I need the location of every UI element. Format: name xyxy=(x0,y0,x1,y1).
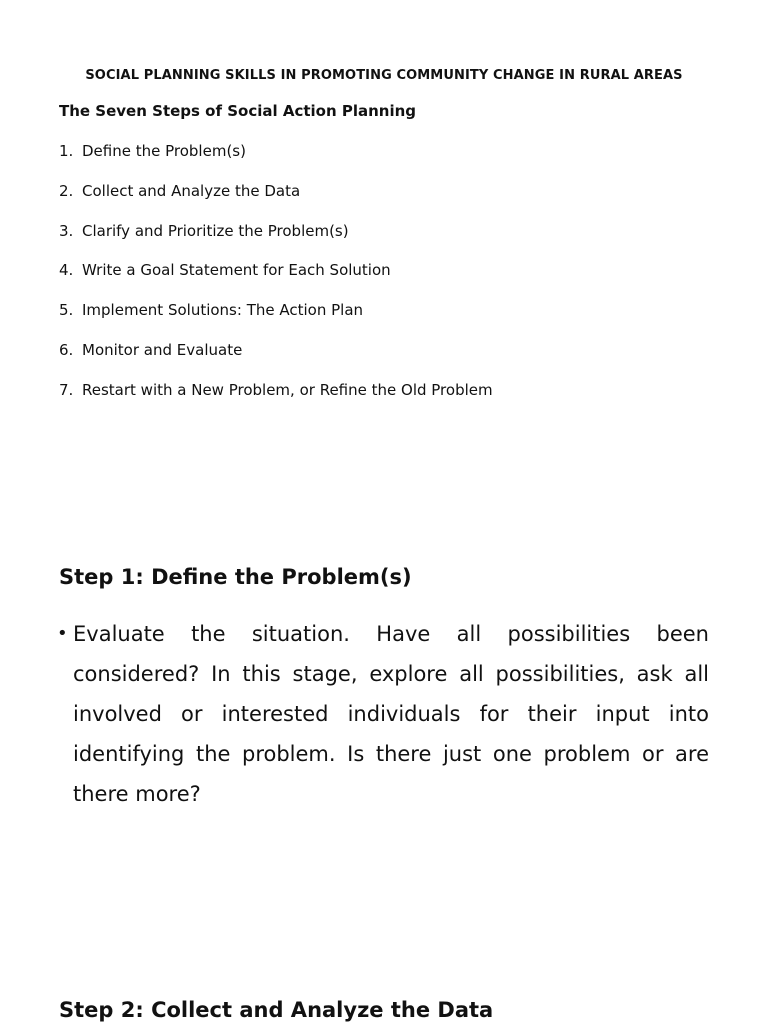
step-number: 7. xyxy=(59,380,74,399)
list-item xyxy=(59,222,493,262)
list-item xyxy=(59,142,493,182)
steps-list xyxy=(59,142,493,421)
step-number: 4. xyxy=(59,261,74,280)
step-text: Collect and Analyze the Data xyxy=(82,181,301,200)
step1-paragraph: Evaluate the situation. Have all possibilities been considered? In this stage, explore all possibilities, ask all involved or interested individuals for their input into identifying the problem. Is there just one problem or are there more? xyxy=(73,622,709,806)
bullet-icon: • xyxy=(57,623,68,644)
step-text: Write a Goal Statement for Each Solution xyxy=(82,261,391,280)
step2-heading: Step 2: Collect and Analyze the Data xyxy=(59,998,494,1022)
step-text: Clarify and Prioritize the Problem(s) xyxy=(82,221,349,240)
list-item xyxy=(59,182,493,222)
step-text: Define the Problem(s) xyxy=(82,142,246,160)
step-number: 1. xyxy=(59,142,74,160)
document-title: SOCIAL PLANNING SKILLS IN PROMOTING COMMUNITY CHANGE IN RURAL AREAS xyxy=(85,68,683,83)
list-item xyxy=(59,341,493,381)
step-text: Monitor and Evaluate xyxy=(82,340,243,359)
step-number: 3. xyxy=(59,221,74,240)
step1-bullet-item xyxy=(57,614,709,814)
step-number: 5. xyxy=(59,301,74,320)
step-text: Implement Solutions: The Action Plan xyxy=(82,301,364,320)
step-number: 6. xyxy=(59,340,74,359)
steps-overview-heading: The Seven Steps of Social Action Planning xyxy=(59,102,417,120)
list-item xyxy=(59,381,493,421)
step-number: 2. xyxy=(59,181,74,200)
list-item xyxy=(59,261,493,301)
list-item xyxy=(59,301,493,341)
step1-heading: Step 1: Define the Problem(s) xyxy=(59,565,412,589)
step-text: Restart with a New Problem, or Refine the Old Problem xyxy=(82,380,493,399)
